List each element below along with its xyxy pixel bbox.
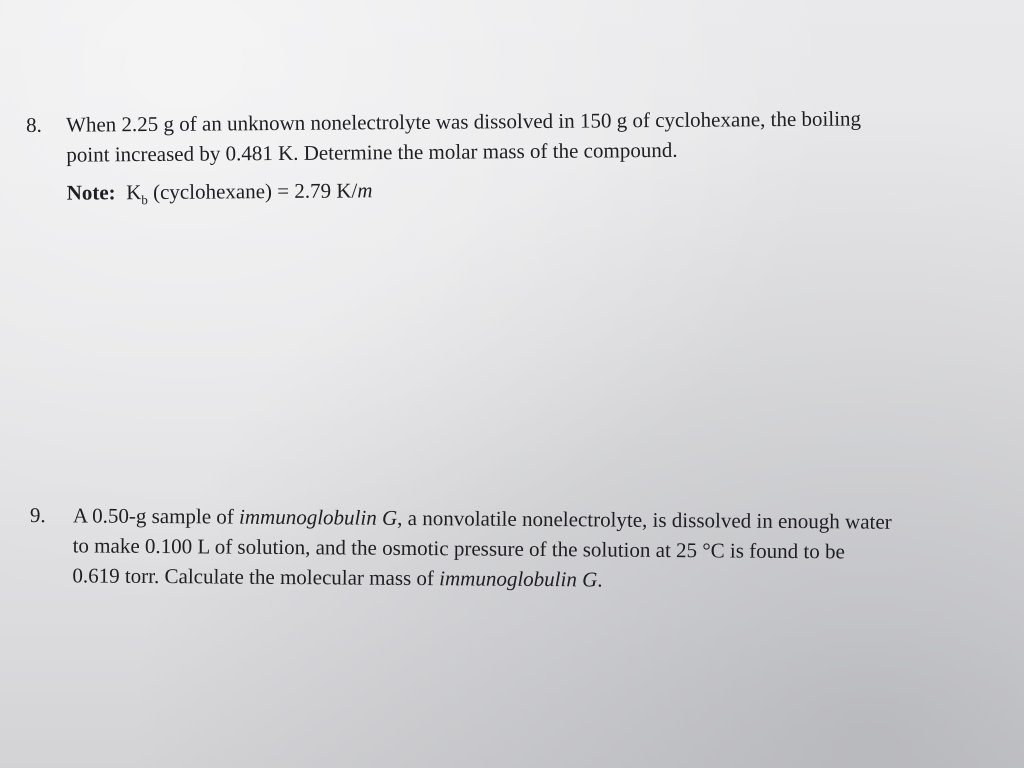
italic-term: immunoglobulin G [439,566,598,592]
text-segment: , a nonvolatile nonelectrolyte, is dissolved in enough water [397,505,892,534]
problem-number: 8. [26,112,42,137]
note-text: (cyclohexane) = 2.79 K/ [152,178,358,205]
note-label: Note: [66,180,116,205]
problem-text [72,500,1018,597]
note-line [67,170,1017,207]
note-symbol: K [126,180,142,205]
text-segment: A 0.50-g sample of [72,503,240,529]
problem-number: 9. [29,502,46,528]
problem-line: point increased by 0.481 K. Determine the molar mass of the compound. [66,137,678,167]
text-segment: 0.619 torr. Calculate the molecular mass of [72,563,440,591]
text-segment: . [597,567,603,592]
problem-line [72,560,1017,597]
problem-line: When 2.25 g of an unknown nonelectrolyte was dissolved in 150 g of cyclohexane, the boiling [66,106,862,137]
note-unit: m [357,178,373,203]
problem-line: to make 0.100 L of solution, and the osmotic pressure of the solution at 25 °C is found to be [72,533,845,564]
italic-term: immunoglobulin G [239,504,398,530]
note-subscript: b [141,192,148,208]
problem-text [66,102,1017,207]
